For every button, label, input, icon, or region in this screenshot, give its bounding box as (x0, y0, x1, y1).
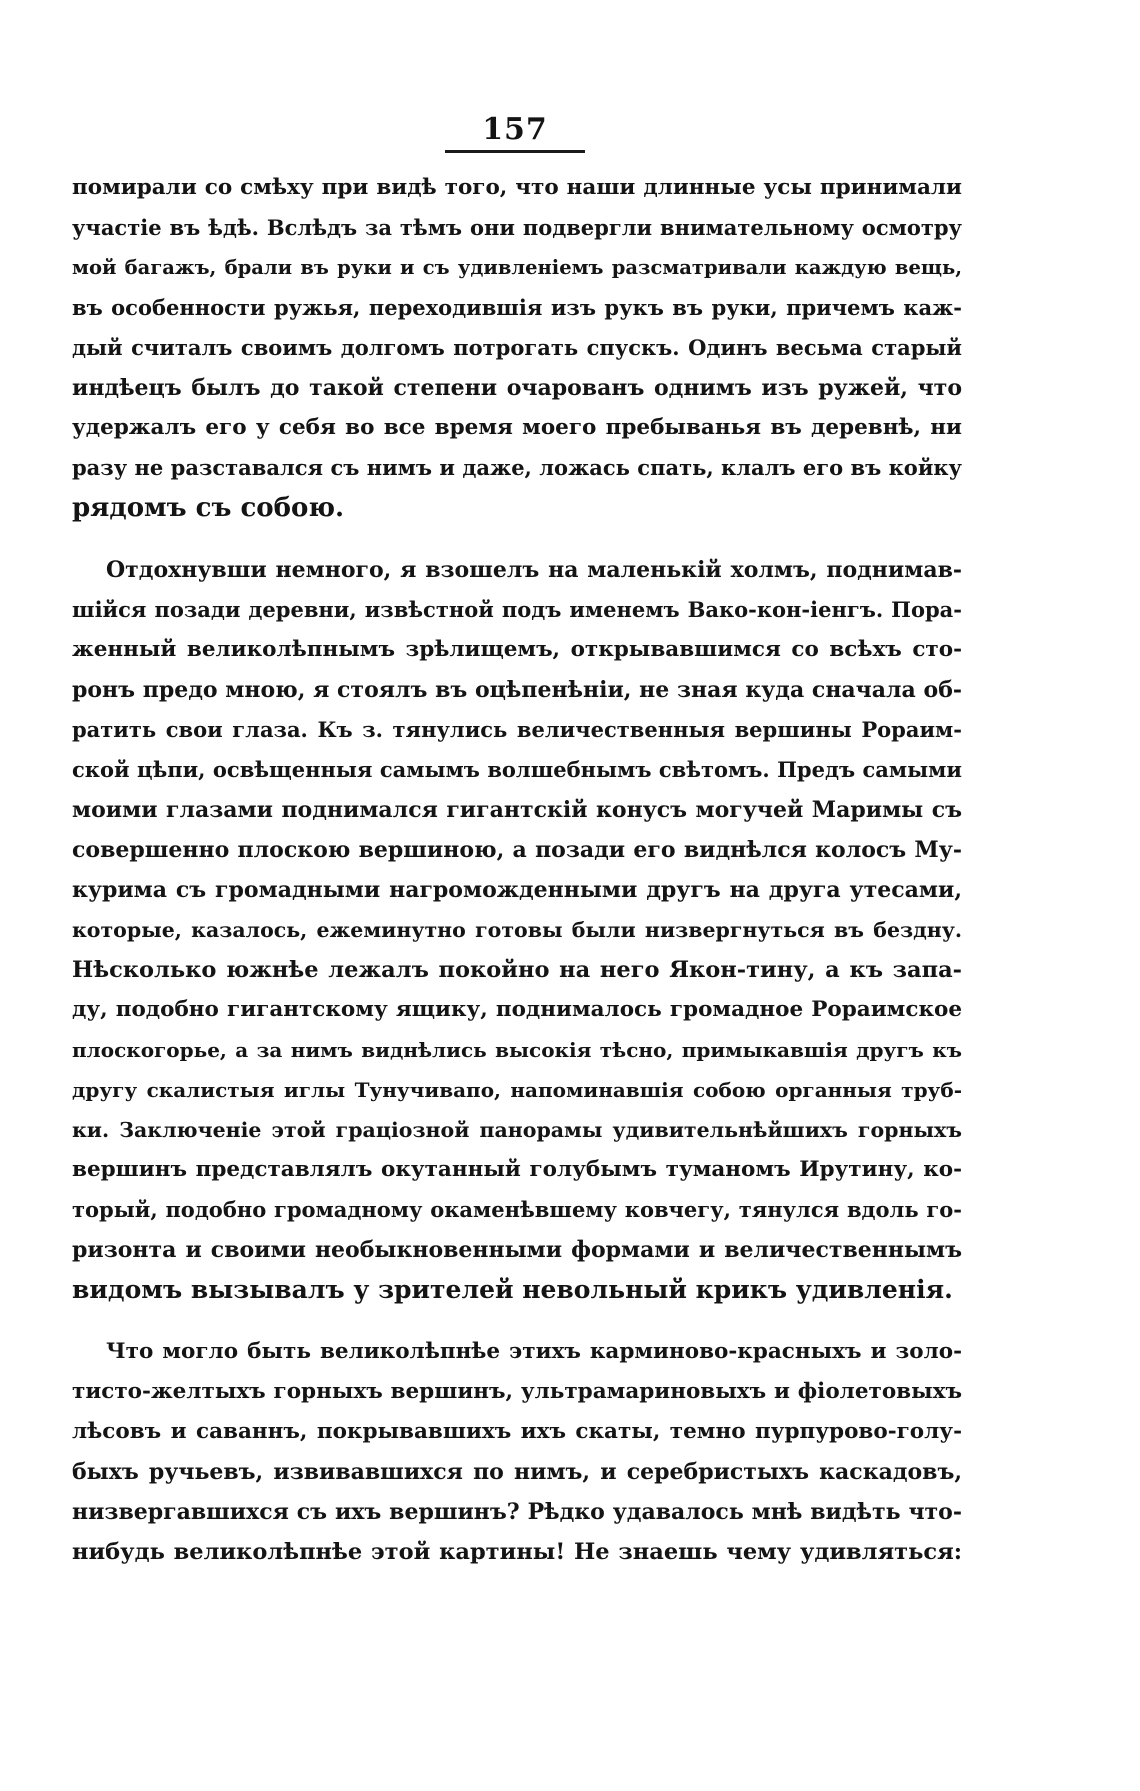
text-line: Нѣсколько южнѣе лежалъ покойно на него Якон-тину, а къ запа- (72, 957, 962, 983)
paragraph-1 (72, 168, 962, 528)
text-line: моими глазами поднимался гигантскій конусъ могучей Маримы съ (72, 797, 962, 823)
text-line: низвергавшихся съ ихъ вершинъ? Рѣдко удавалось мнѣ видѣть что- (72, 1499, 962, 1525)
text-line: тисто-желтыхъ горныхъ вершинъ, ультрамариновыхъ и фіолетовыхъ (72, 1379, 962, 1404)
text-line: помирали со смѣху при видѣ того, что наши длинные усы принимали (72, 175, 962, 200)
paragraph-2 (72, 550, 962, 1310)
text-line: рядомъ съ собою. (72, 493, 345, 523)
text-line: женный великолѣпнымъ зрѣлищемъ, открывавшимся со всѣхъ сто- (72, 637, 962, 662)
text-line: другу скалистыя иглы Тунучивапо, напоминавшія собою органныя труб- (72, 1078, 962, 1102)
text-line: участіе въ ѣдѣ. Вслѣдъ за тѣмъ они подвергли внимательному осмотру (72, 215, 962, 240)
page-number: 157 (482, 112, 548, 147)
text-line: ратить свои глаза. Къ з. тянулись величественныя вершины Рораим- (72, 717, 962, 742)
text-line: индѣецъ былъ до такой степени очарованъ однимъ изъ ружей, что (72, 375, 962, 401)
text-line: видомъ вызывалъ у зрителей невольный крикъ удивленія. (72, 1275, 953, 1304)
text-line: шійся позади деревни, извѣстной подъ именемъ Вако-кон-іенгъ. Пора- (72, 597, 962, 622)
paragraph-3 (72, 1332, 962, 1572)
page-number-rule (445, 150, 585, 153)
text-line: быхъ ручьевъ, извивавшихся по нимъ, и серебристыхъ каскадовъ, (72, 1459, 962, 1485)
text-line: плоскогорье, а за нимъ виднѣлись высокія тѣсно, примыкавшія другъ къ (72, 1038, 962, 1062)
text-line: мой багажъ, брали въ руки и съ удивленіемъ разсматривали каждую вещь, (72, 256, 962, 279)
text-line: которые, казалось, ежеминутно готовы были низвергнуться въ бездну. (72, 918, 962, 942)
body-text (72, 168, 962, 1572)
text-line: курима съ громадными нагроможденными другъ на друга утесами, (72, 877, 962, 903)
text-line: Отдохнувши немного, я взошелъ на маленькій холмъ, поднимав- (106, 557, 962, 583)
text-line: удержалъ его у себя во все время моего пребыванья въ деревнѣ, ни (72, 415, 962, 440)
text-line: ронъ предо мною, я стоялъ въ оцѣпенѣніи, не зная куда сначала об- (72, 677, 962, 703)
text-line: ризонта и своими необыкновенными формами и величественнымъ (72, 1237, 962, 1263)
text-line: ду, подобно гигантскому ящику, поднималось громадное Рораимское (72, 997, 962, 1022)
text-line: въ особенности ружья, переходившія изъ рукъ въ руки, причемъ каж- (72, 295, 962, 320)
text-line: разу не разставался съ нимъ и даже, ложась спать, клалъ его въ койку (72, 455, 962, 480)
text-line: дый считалъ своимъ долгомъ потрогать спускъ. Одинъ весьма старый (72, 335, 962, 360)
text-line: вершинъ представлялъ окутанный голубымъ туманомъ Ирутину, ко- (72, 1157, 962, 1182)
text-line: лѣсовъ и саваннъ, покрывавшихъ ихъ скаты, темно пурпурово-голу- (72, 1419, 962, 1444)
text-line: нибудь великолѣпнѣе этой картины! Не знаешь чему удивляться: (72, 1539, 962, 1565)
text-line: Что могло быть великолѣпнѣе этихъ карминово-красныхъ и золо- (106, 1339, 962, 1364)
text-line: ской цѣпи, освѣщенныя самымъ волшебнымъ свѣтомъ. Предъ самыми (72, 757, 962, 782)
text-line: ки. Заключеніе этой граціозной панорамы удивительнѣйшихъ горныхъ (72, 1118, 962, 1142)
text-line: совершенно плоскою вершиною, а позади его виднѣлся колосъ Му- (72, 837, 962, 863)
text-line: торый, подобно громадному окаменѣвшему ковчегу, тянулся вдоль го- (72, 1197, 962, 1222)
